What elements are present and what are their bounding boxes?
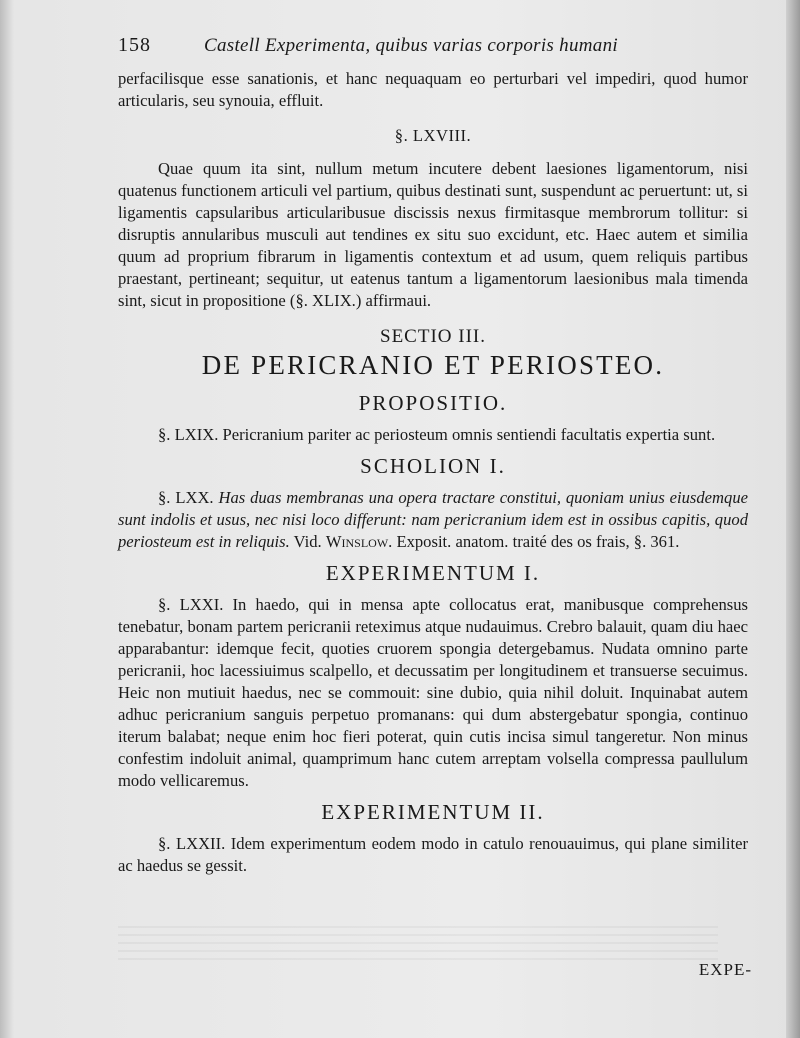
running-head: Castell Experimenta, quibus varias corporis humani (204, 35, 618, 56)
section-number-72: §. LXXII. (158, 834, 226, 853)
paragraph-72 (118, 833, 748, 877)
paragraph-70-reference: . Exposit. anatom. traité des os frais, §. 361. (388, 532, 680, 551)
page-number: 158 (118, 34, 151, 56)
section-number-71: §. LXXI. (158, 595, 224, 614)
page-edge-shadow (786, 0, 800, 1038)
author-name: Winslow (325, 532, 389, 551)
paragraph-71 (118, 594, 748, 792)
paragraph-72-text: Idem experimentum eodem modo in catulo renouauimus, qui plane similiter ac haedus se gessit. (118, 834, 748, 875)
page-header (118, 34, 748, 68)
paragraph-70-vid: Vid. (293, 532, 322, 551)
show-through-texture (118, 920, 718, 960)
paragraph-70 (118, 487, 748, 553)
paragraph-69-text: Pericranium pariter ac periosteum omnis sentiendi facultatis expertia sunt. (222, 425, 716, 444)
experimentum-1-heading: EXPERIMENTUM I. (325, 561, 541, 585)
experimentum-2-heading: EXPERIMENTUM II. (321, 800, 545, 824)
propositio-heading: PROPOSITIO. (358, 391, 508, 415)
paragraph-70-italic: Has duas membranas una opera tractare constitui, quoniam unius eiusdemque sunt indolis et usus, nec nisi loco differunt: nam pericranium idem est in ossibus capitis, quod periosteum est in reliquis. (118, 488, 748, 551)
chapter-title: DE PERICRANIO ET PERIOSTEO. (201, 350, 665, 380)
section-number-68: §. LXVIII. (394, 126, 472, 145)
paragraph-69 (118, 424, 748, 446)
paragraph-68: Quae quum ita sint, nullum metum incutere debent laesiones ligamentorum, nisi quatenus functionem articuli vel partium, quibus destinati sunt, suspendunt ac peruertunt: ut, si ligamentis capsularibus articularibusue discissis nexus firmitasque membrorum tollitur: si disruptis annularibus musculi aut tendines ex situ suo excidunt, etc. Haec autem et similia quum ad proprium fibrarum in ligamentis contextum et ad usum, quem reliquis partibus praestant, pertineant; sequitur, ut eatenus tantum a ligamentorum laesionibus mala timenda sint, sicut in propositione (§. XLIX.) affirmaui. (118, 159, 748, 310)
paragraph-continuation: perfacilisque esse sanationis, et hanc nequaquam eo perturbari vel impediri, quod humor articularis, seu synouia, effluit. (118, 69, 748, 110)
sectio-heading: SECTIO III. (380, 326, 486, 347)
catchword: EXPE- (698, 960, 752, 979)
section-number-69: §. LXIX. (158, 425, 219, 444)
scholion-heading: SCHOLION I. (360, 454, 506, 478)
section-number-70: §. LXX. (158, 488, 214, 507)
paragraph-71-text: In haedo, qui in mensa apte collocatus erat, manibusque comprehensus tenebatur, bonam partem pericranii reteximus atque nudauimus. Crebro balauit, quam diu haec apparabantur: idemque fecit, quoties cruorem spongia detergebamus. Nudata omnino parte pericranii, hoc lacessiuimus scalpello, et decussatim per longitudinem et transuerse secuimus. Heic non mutiuit haedus, nec se commouit: sine dubio, quia nihil doluit. Inquinabat autem adhuc pericranium sanguis perpetuo promanans: qui dum abstergebatur spongia, continuo iterum balabat; neque enim hoc fieri poterat, quin cutis incisa simul tangeretur. Non minus confestim indoluit animal, quamprimum hanc cutem arreptam volsella compressa paullulum modo vellicaremus. (118, 595, 748, 790)
